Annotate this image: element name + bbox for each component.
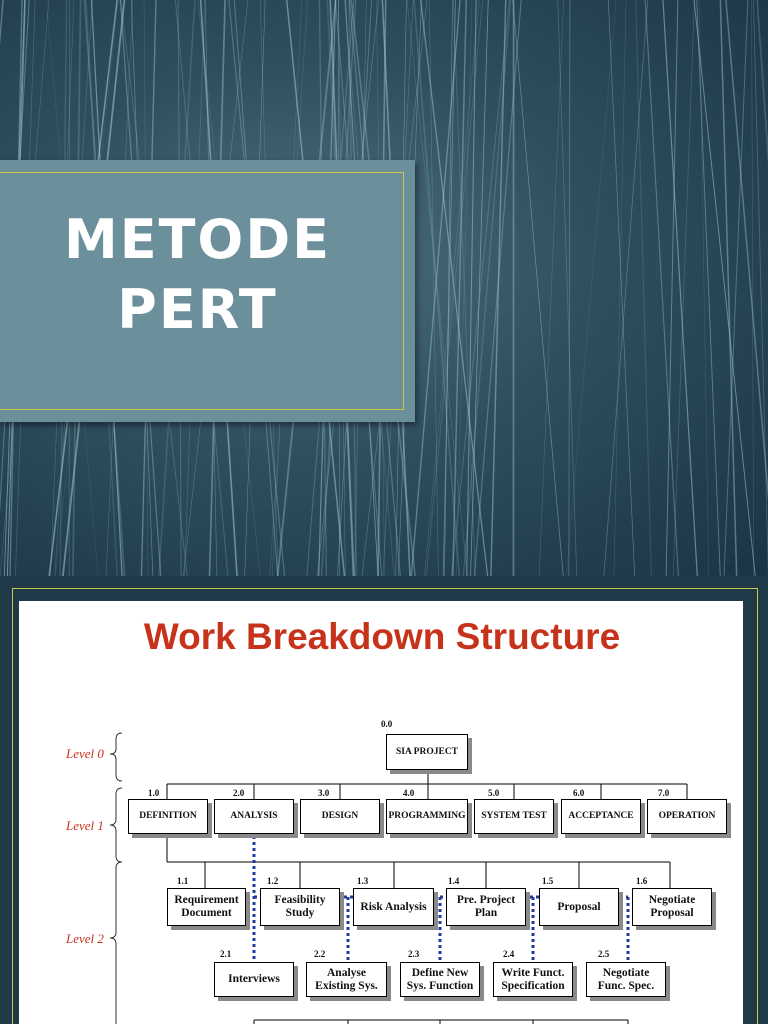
l2-number: 1.4 (448, 876, 460, 886)
background-stripe (470, 0, 488, 576)
background-stripe (512, 0, 564, 576)
background-stripe (566, 0, 617, 576)
node-line: Sys. Function (406, 979, 474, 992)
node-line: Proposal (557, 900, 601, 913)
node-line: Negotiate (602, 966, 650, 979)
node-line: Analyse (327, 966, 366, 979)
wbs-node-design: DESIGN (300, 799, 380, 834)
l2-number: 2.5 (598, 949, 610, 959)
background-stripe (558, 0, 577, 576)
level-2-label: Level 2 (66, 931, 104, 946)
background-stripe (636, 0, 652, 576)
background-stripe (752, 0, 754, 576)
node-line: Risk Analysis (360, 900, 427, 913)
node-line: Existing Sys. (315, 979, 378, 992)
background-stripe (444, 0, 452, 576)
background-stripe (697, 0, 721, 576)
wbs-node-definition: DEFINITION (128, 799, 208, 834)
node-line: Negotiate (648, 894, 696, 906)
background-stripe (608, 0, 635, 576)
l2-number: 2.3 (408, 949, 420, 959)
l1-number: 4.0 (403, 788, 415, 798)
wbs-node-proposal (539, 888, 619, 926)
background-stripe (724, 0, 749, 576)
wbs-node-interviews (214, 962, 294, 997)
background-stripe (645, 0, 679, 576)
wbs-node-analyse-existing (306, 962, 387, 997)
wbs-node-define-new (400, 962, 480, 997)
l2-number: 1.1 (177, 876, 189, 886)
node-line: Study (285, 907, 315, 919)
l1-number: 1.0 (148, 788, 160, 798)
wbs-node-feasibility-study (260, 888, 340, 926)
node-line: Requirement (174, 894, 239, 906)
l2-number: 2.2 (314, 949, 326, 959)
background-stripe (693, 0, 756, 576)
wbs-node-write-funct (493, 962, 573, 997)
l2-number: 2.4 (503, 949, 515, 959)
background-stripe (539, 0, 564, 576)
node-line: Interviews (228, 973, 280, 985)
background-stripe (614, 0, 626, 576)
node-line: Plan (474, 907, 498, 919)
l2-number: 1.5 (542, 876, 554, 886)
background-stripe (569, 0, 570, 576)
background-stripe (463, 0, 511, 576)
node-line: Write Funct. (501, 966, 565, 979)
title-line-2: PERT (117, 278, 278, 341)
l1-number: 2.0 (233, 788, 245, 798)
level-1-label: Level 1 (66, 818, 104, 833)
title-line-1: METODE (63, 208, 332, 271)
background-stripe (720, 0, 737, 576)
l2-number: 1.3 (357, 876, 369, 886)
wbs-node-negotiate-proposal (632, 888, 712, 926)
l2-number: 1.2 (267, 876, 279, 886)
background-stripe (603, 0, 648, 576)
wbs-node-risk-analysis (353, 888, 434, 926)
node-line: Proposal (650, 907, 694, 919)
node-line: Feasibility (274, 894, 326, 906)
background-stripe (725, 0, 768, 576)
node-line: Define New (411, 966, 469, 979)
wbs-node-operation: OPERATION (647, 799, 727, 834)
wbs-slide (0, 576, 768, 1024)
node-line: Specification (501, 979, 565, 992)
l2-number: 2.1 (220, 949, 232, 959)
l1-number: 7.0 (658, 788, 670, 798)
wbs-node-pre-project-plan (446, 888, 526, 926)
background-stripe (753, 0, 768, 576)
wbs-node-requirement-document (167, 888, 246, 926)
level-0-label: Level 0 (66, 746, 104, 761)
root-number: 0.0 (381, 719, 393, 729)
l1-number: 6.0 (573, 788, 585, 798)
wbs-node-analysis: ANALYSIS (214, 799, 294, 834)
wbs-title: Work Breakdown Structure (143, 616, 621, 657)
slide-title (0, 205, 395, 345)
background-stripe (467, 0, 477, 576)
wbs-node-acceptance: ACCEPTANCE (561, 799, 641, 834)
node-line: Func. Spec. (597, 979, 655, 992)
node-line: Pre. Project (456, 894, 516, 906)
l1-number: 5.0 (488, 788, 500, 798)
node-line: Document (181, 907, 232, 919)
wbs-node-system-test: SYSTEM TEST (474, 799, 554, 834)
l1-number: 3.0 (318, 788, 330, 798)
wbs-node-negotiate-func-spec (586, 962, 666, 997)
wbs-node-programming: PROGRAMMING (386, 799, 468, 834)
l2-number: 1.6 (636, 876, 648, 886)
wbs-node-root: SIA PROJECT (386, 734, 468, 770)
